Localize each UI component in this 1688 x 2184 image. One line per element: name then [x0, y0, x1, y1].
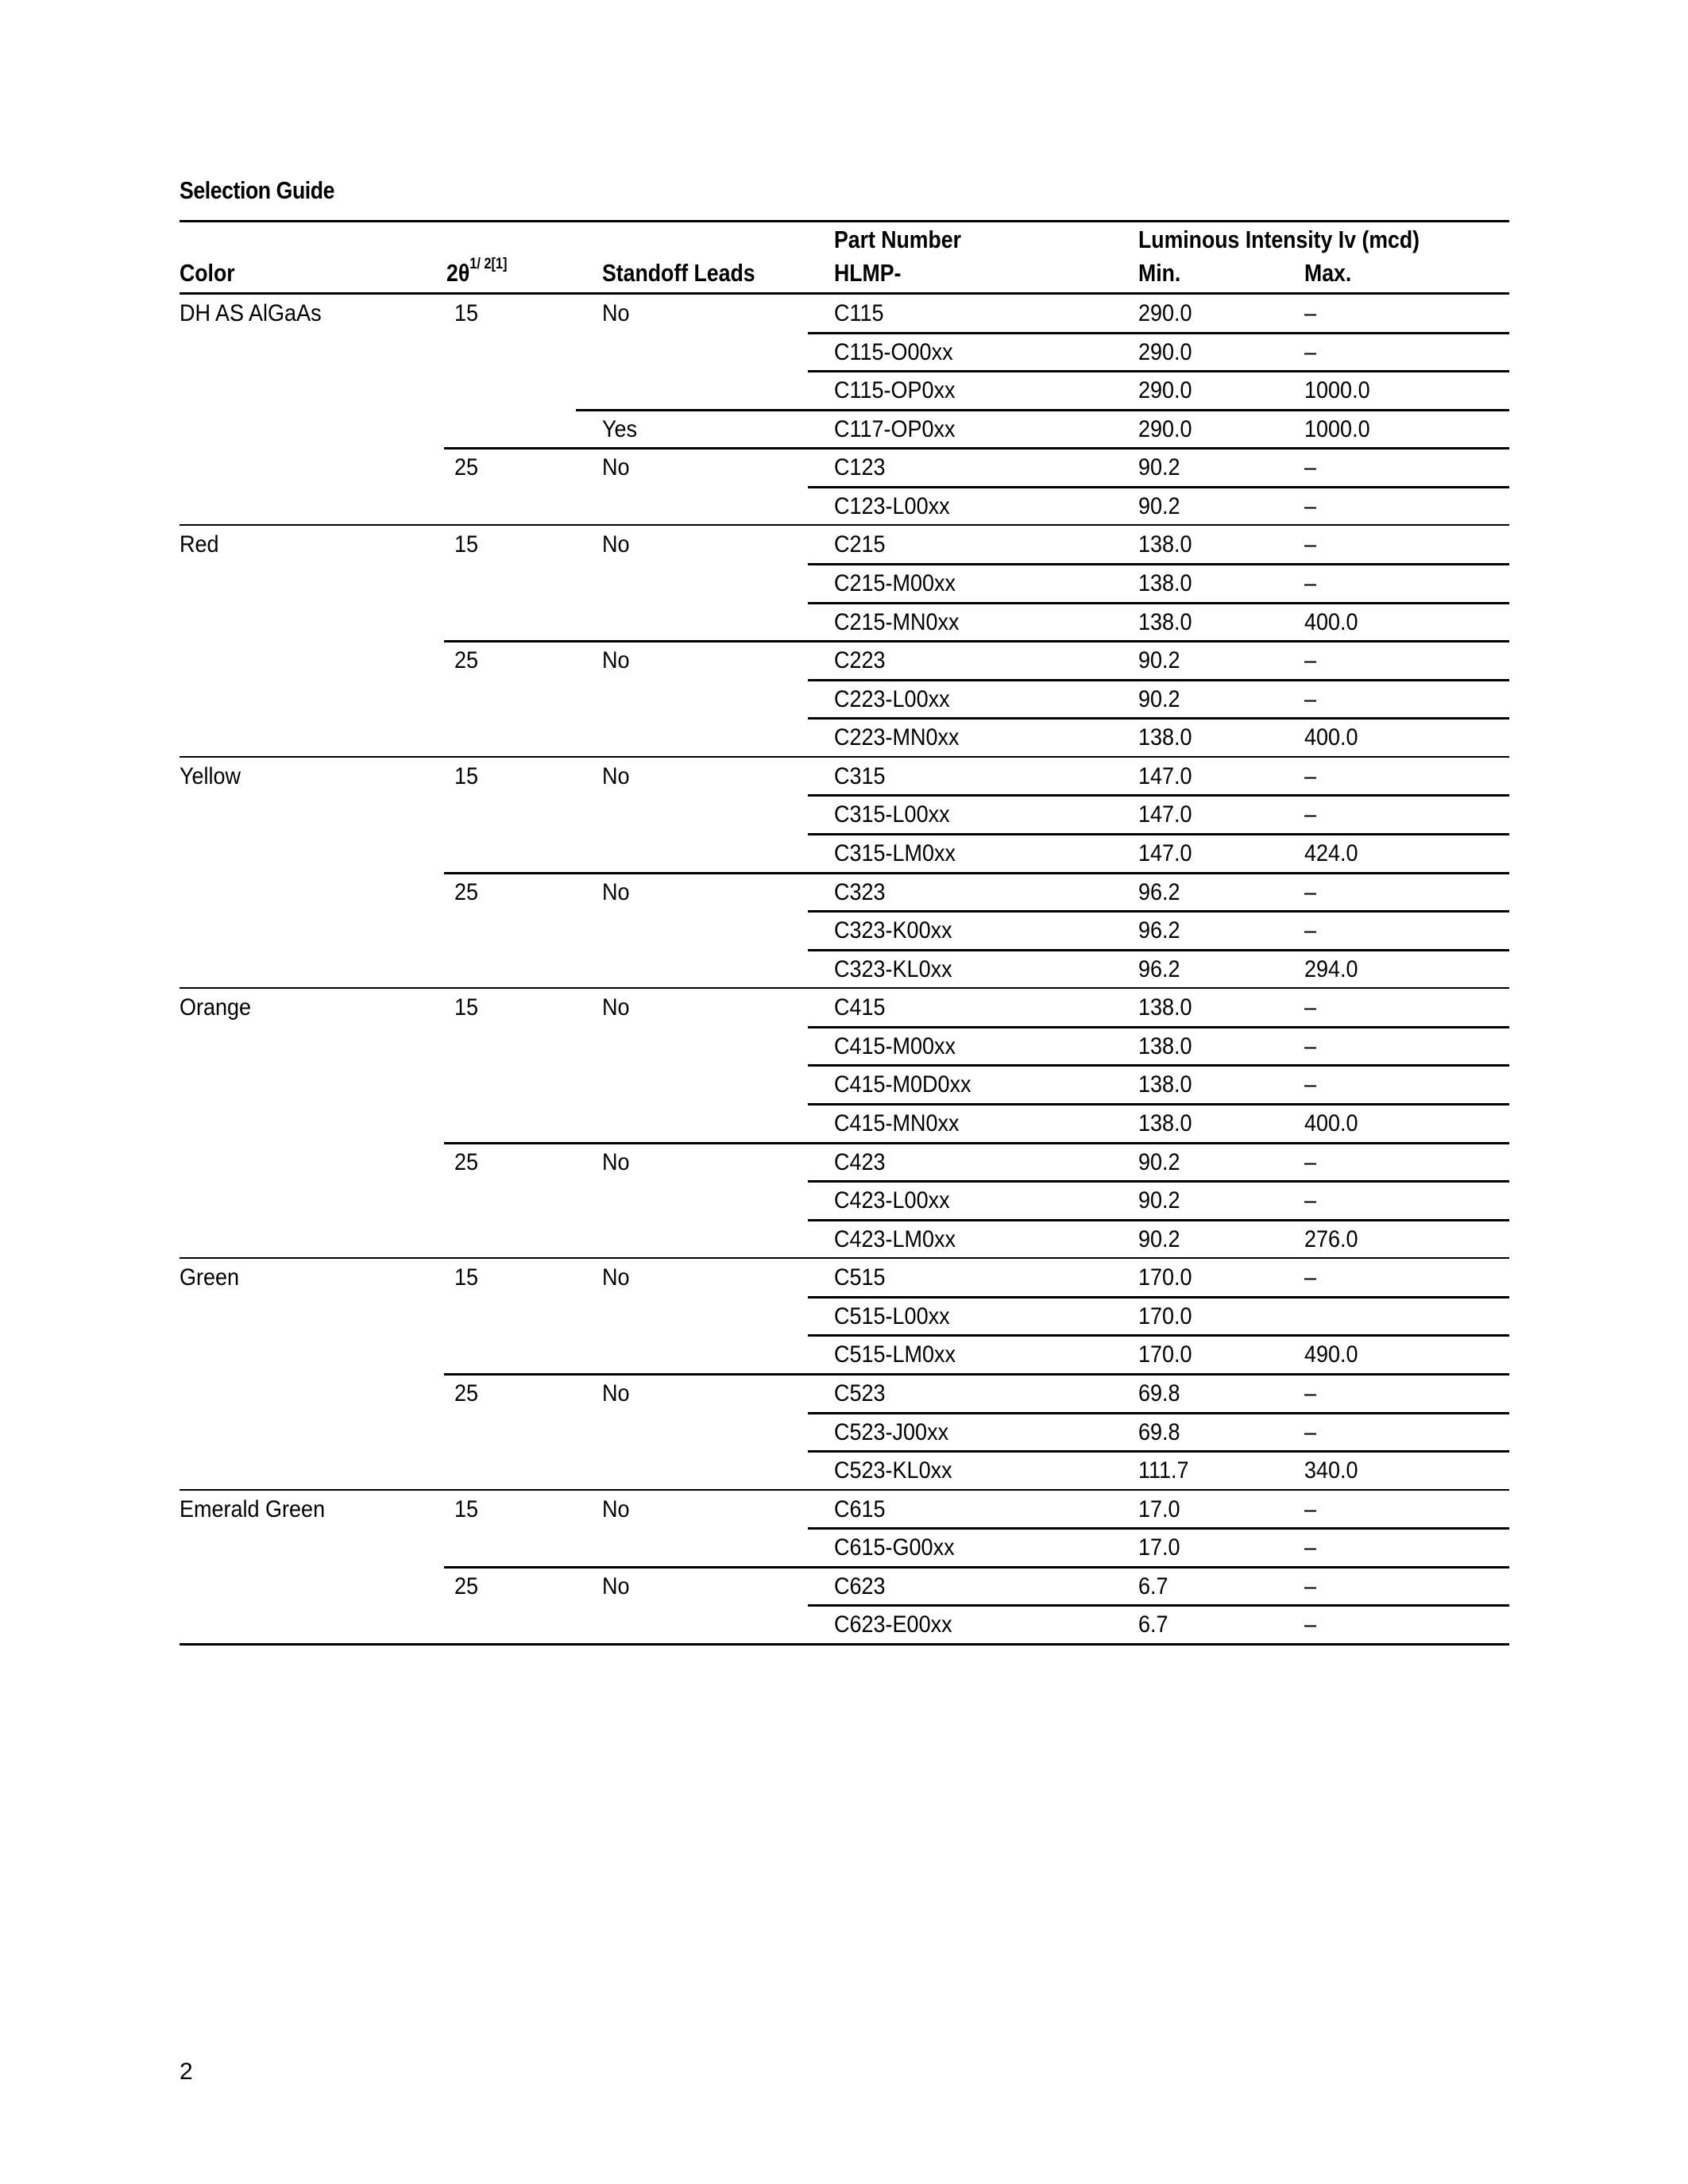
- table-top-rule: [180, 220, 1509, 222]
- cell-max-intensity: –: [1304, 763, 1317, 789]
- cell-part-number: C323-KL0xx: [834, 956, 952, 982]
- cell-min-intensity: 90.2: [1138, 493, 1180, 519]
- cell-color: DH AS AlGaAs: [180, 300, 322, 326]
- cell-max-intensity: –: [1304, 1187, 1317, 1214]
- table-bottom-rule: [180, 1643, 1509, 1646]
- cell-max-intensity: 400.0: [1304, 724, 1358, 751]
- cell-part-number: C115-O00xx: [834, 339, 953, 365]
- cell-min-intensity: 138.0: [1138, 724, 1192, 751]
- cell-min-intensity: 147.0: [1138, 801, 1192, 828]
- cell-part-number: C423: [834, 1149, 886, 1175]
- cell-viewing-angle: 25: [454, 454, 479, 480]
- cell-min-intensity: 69.8: [1138, 1419, 1180, 1445]
- cell-max-intensity: –: [1304, 454, 1317, 480]
- cell-min-intensity: 96.2: [1138, 917, 1180, 943]
- header-luminous-intensity: Luminous Intensity Iv (mcd): [1138, 226, 1420, 253]
- cell-max-intensity: –: [1304, 1149, 1317, 1175]
- cell-max-intensity: –: [1304, 647, 1317, 673]
- cell-min-intensity: 90.2: [1138, 454, 1180, 480]
- cell-viewing-angle: 25: [454, 1573, 479, 1599]
- cell-min-intensity: 138.0: [1138, 570, 1192, 596]
- cell-part-number: C415: [834, 994, 886, 1021]
- cell-min-intensity: 170.0: [1138, 1264, 1192, 1291]
- cell-min-intensity: 290.0: [1138, 416, 1192, 442]
- cell-standoff-leads: No: [602, 1496, 630, 1522]
- cell-max-intensity: –: [1304, 339, 1317, 365]
- cell-part-number: C623-E00xx: [834, 1611, 952, 1638]
- header-viewing-angle: $2\theta^{1/ 2[1]}$: [446, 256, 508, 287]
- cell-viewing-angle: 25: [454, 879, 479, 905]
- cell-max-intensity: 1000.0: [1304, 416, 1370, 442]
- cell-part-number: C215: [834, 531, 886, 558]
- cell-max-intensity: –: [1304, 570, 1317, 596]
- cell-max-intensity: 400.0: [1304, 609, 1358, 635]
- cell-viewing-angle: 25: [454, 647, 479, 673]
- cell-max-intensity: –: [1304, 917, 1317, 943]
- cell-standoff-leads: No: [602, 1380, 630, 1406]
- cell-part-number: C415-MN0xx: [834, 1110, 960, 1136]
- cell-standoff-leads: No: [602, 454, 630, 480]
- cell-standoff-leads: No: [602, 647, 630, 673]
- cell-max-intensity: –: [1304, 1611, 1317, 1638]
- cell-standoff-leads: No: [602, 879, 630, 905]
- cell-max-intensity: –: [1304, 1419, 1317, 1445]
- section-title: Selection Guide: [180, 176, 335, 204]
- cell-part-number: C315-L00xx: [834, 801, 950, 828]
- cell-max-intensity: 294.0: [1304, 956, 1358, 982]
- cell-part-number: C223-MN0xx: [834, 724, 960, 751]
- cell-part-number: C223: [834, 647, 886, 673]
- cell-standoff-leads: Yes: [602, 416, 638, 442]
- cell-max-intensity: –: [1304, 1033, 1317, 1059]
- cell-min-intensity: 138.0: [1138, 994, 1192, 1021]
- cell-part-number: C615-G00xx: [834, 1534, 955, 1561]
- cell-part-number: C323: [834, 879, 886, 905]
- cell-part-number: C323-K00xx: [834, 917, 952, 943]
- cell-part-number: C315-LM0xx: [834, 840, 956, 866]
- cell-part-number: C523: [834, 1380, 886, 1406]
- cell-part-number: C423-LM0xx: [834, 1226, 956, 1252]
- cell-min-intensity: 96.2: [1138, 956, 1180, 982]
- cell-min-intensity: 111.7: [1138, 1457, 1189, 1484]
- cell-part-number: C415-M00xx: [834, 1033, 956, 1059]
- cell-color: Yellow: [180, 763, 241, 789]
- cell-max-intensity: –: [1304, 1496, 1317, 1522]
- cell-part-number: C223-L00xx: [834, 686, 950, 712]
- cell-max-intensity: –: [1304, 1264, 1317, 1291]
- cell-standoff-leads: No: [602, 531, 630, 558]
- cell-part-number: C515-LM0xx: [834, 1341, 956, 1368]
- cell-min-intensity: 138.0: [1138, 609, 1192, 635]
- cell-min-intensity: 69.8: [1138, 1380, 1180, 1406]
- header-standoff-leads: Standoff Leads: [602, 259, 755, 287]
- cell-part-number: C115: [834, 300, 884, 326]
- cell-min-intensity: 90.2: [1138, 647, 1180, 673]
- cell-viewing-angle: 15: [454, 763, 479, 789]
- cell-min-intensity: 147.0: [1138, 840, 1192, 866]
- cell-min-intensity: 290.0: [1138, 300, 1192, 326]
- cell-min-intensity: 96.2: [1138, 879, 1180, 905]
- cell-min-intensity: 138.0: [1138, 1033, 1192, 1059]
- cell-max-intensity: –: [1304, 1534, 1317, 1561]
- header-max: Max.: [1304, 259, 1352, 287]
- cell-min-intensity: 147.0: [1138, 763, 1192, 789]
- cell-viewing-angle: 15: [454, 1496, 479, 1522]
- cell-max-intensity: 340.0: [1304, 1457, 1358, 1484]
- cell-max-intensity: –: [1304, 801, 1317, 828]
- header-min: Min.: [1138, 259, 1181, 287]
- cell-part-number: C623: [834, 1573, 886, 1599]
- cell-standoff-leads: No: [602, 1264, 630, 1291]
- cell-part-number: C523-KL0xx: [834, 1457, 952, 1484]
- cell-max-intensity: 276.0: [1304, 1226, 1358, 1252]
- cell-max-intensity: 400.0: [1304, 1110, 1358, 1136]
- cell-min-intensity: 138.0: [1138, 1071, 1192, 1098]
- cell-standoff-leads: No: [602, 763, 630, 789]
- cell-viewing-angle: 15: [454, 994, 479, 1021]
- cell-min-intensity: 6.7: [1138, 1611, 1168, 1638]
- cell-min-intensity: 17.0: [1138, 1496, 1180, 1522]
- cell-min-intensity: 90.2: [1138, 1187, 1180, 1214]
- cell-min-intensity: 90.2: [1138, 686, 1180, 712]
- cell-color: Red: [180, 531, 219, 558]
- cell-part-number: C515-L00xx: [834, 1303, 950, 1329]
- cell-part-number: C523-J00xx: [834, 1419, 949, 1445]
- cell-max-intensity: –: [1304, 1071, 1317, 1098]
- header-color: Color: [180, 259, 235, 287]
- header-part-line1: Part Number: [834, 226, 962, 253]
- cell-viewing-angle: 15: [454, 300, 479, 326]
- cell-standoff-leads: No: [602, 994, 630, 1021]
- cell-min-intensity: 170.0: [1138, 1341, 1192, 1368]
- cell-min-intensity: 170.0: [1138, 1303, 1192, 1329]
- cell-min-intensity: 90.2: [1138, 1226, 1180, 1252]
- cell-max-intensity: 490.0: [1304, 1341, 1358, 1368]
- cell-part-number: C423-L00xx: [834, 1187, 950, 1214]
- cell-max-intensity: –: [1304, 493, 1317, 519]
- cell-part-number: C415-M0D0xx: [834, 1071, 971, 1098]
- cell-max-intensity: –: [1304, 994, 1317, 1021]
- cell-part-number: C123-L00xx: [834, 493, 950, 519]
- cell-min-intensity: 6.7: [1138, 1573, 1168, 1599]
- cell-min-intensity: 138.0: [1138, 1110, 1192, 1136]
- page-number: 2: [180, 2059, 193, 2085]
- cell-max-intensity: –: [1304, 686, 1317, 712]
- cell-color: Orange: [180, 994, 252, 1021]
- cell-part-number: C215-MN0xx: [834, 609, 960, 635]
- cell-max-intensity: –: [1304, 300, 1317, 326]
- cell-color: Green: [180, 1264, 240, 1291]
- cell-max-intensity: –: [1304, 879, 1317, 905]
- header-part-line2: HLMP-: [834, 259, 902, 287]
- cell-max-intensity: –: [1304, 1573, 1317, 1599]
- cell-part-number: C123: [834, 454, 886, 480]
- cell-min-intensity: 138.0: [1138, 531, 1192, 558]
- cell-part-number: C515: [834, 1264, 886, 1291]
- cell-part-number: C315: [834, 763, 886, 789]
- cell-part-number: C615: [834, 1496, 886, 1522]
- cell-viewing-angle: 25: [454, 1149, 479, 1175]
- cell-max-intensity: –: [1304, 1380, 1317, 1406]
- cell-part-number: C117-OP0xx: [834, 416, 956, 442]
- cell-part-number: C215-M00xx: [834, 570, 956, 596]
- cell-color: Emerald Green: [180, 1496, 326, 1522]
- cell-min-intensity: 290.0: [1138, 377, 1192, 403]
- cell-viewing-angle: 25: [454, 1380, 479, 1406]
- cell-standoff-leads: No: [602, 300, 630, 326]
- cell-max-intensity: 1000.0: [1304, 377, 1370, 403]
- cell-standoff-leads: No: [602, 1149, 630, 1175]
- cell-max-intensity: 424.0: [1304, 840, 1358, 866]
- cell-viewing-angle: 15: [454, 1264, 479, 1291]
- cell-viewing-angle: 15: [454, 531, 479, 558]
- cell-min-intensity: 90.2: [1138, 1149, 1180, 1175]
- cell-max-intensity: –: [1304, 531, 1317, 558]
- cell-part-number: C115-OP0xx: [834, 377, 956, 403]
- cell-min-intensity: 290.0: [1138, 339, 1192, 365]
- cell-min-intensity: 17.0: [1138, 1534, 1180, 1561]
- cell-standoff-leads: No: [602, 1573, 630, 1599]
